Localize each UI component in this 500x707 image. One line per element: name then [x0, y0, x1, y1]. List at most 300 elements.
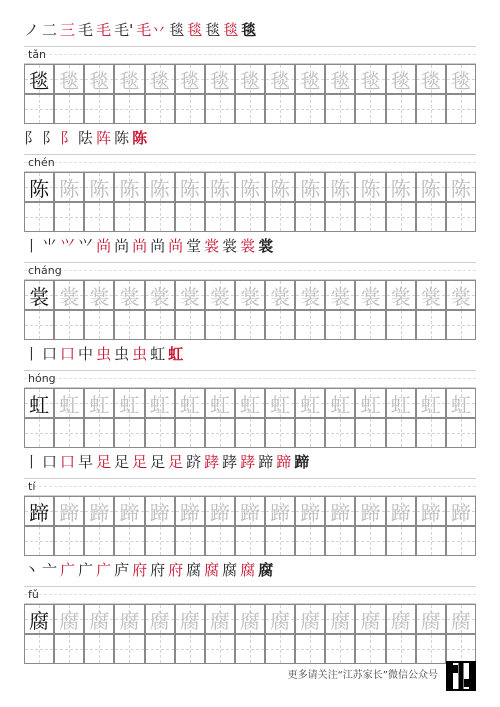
writing-cell[interactable] [295, 496, 325, 526]
writing-cell[interactable] [325, 64, 355, 94]
writing-cell[interactable] [175, 310, 205, 340]
writing-cell[interactable] [114, 418, 144, 448]
tracing-row [24, 280, 476, 310]
stroke-order [24, 558, 276, 582]
trace-character: 腐 [209, 608, 230, 633]
stroke-step: 毯 [205, 21, 221, 39]
stroke-step: 蹄 [258, 453, 274, 471]
writing-cell[interactable] [325, 202, 355, 232]
writing-cell[interactable] [235, 496, 265, 526]
writing-cell[interactable] [386, 310, 416, 340]
writing-cell[interactable] [295, 388, 325, 418]
writing-cell[interactable] [416, 202, 446, 232]
stroke-step: 毛 [96, 21, 112, 39]
stroke-step: 虫 [114, 345, 130, 363]
writing-cell[interactable] [54, 64, 84, 94]
writing-cell[interactable] [175, 388, 205, 418]
writing-cell[interactable] [24, 280, 54, 310]
writing-cell[interactable] [24, 604, 54, 634]
stroke-step: 腐 [222, 561, 238, 579]
writing-cell[interactable] [54, 604, 84, 634]
writing-cell[interactable] [325, 604, 355, 634]
writing-cell[interactable] [145, 526, 175, 556]
stroke-step: 裳 [222, 237, 238, 255]
stroke-step: 毯 [241, 21, 257, 39]
writing-cell[interactable] [205, 310, 235, 340]
writing-cell[interactable] [54, 172, 84, 202]
trace-character: 腐 [119, 608, 140, 633]
character-section [24, 342, 476, 446]
writing-cell[interactable] [114, 526, 144, 556]
writing-cell[interactable] [145, 202, 175, 232]
stroke-step: 裳 [258, 237, 274, 255]
stroke-step: 踍 [222, 453, 238, 471]
stroke-step: 广 [60, 561, 76, 579]
writing-cell[interactable] [84, 64, 114, 94]
stroke-step: 三 [60, 21, 76, 39]
trace-character: 腐 [149, 608, 170, 633]
writing-cell[interactable] [325, 310, 355, 340]
writing-cell[interactable] [175, 634, 205, 664]
writing-cell[interactable] [54, 418, 84, 448]
stroke-step: 尚 [114, 237, 130, 255]
writing-cell[interactable] [54, 388, 84, 418]
writing-cell[interactable] [265, 172, 295, 202]
writing-cell[interactable] [325, 280, 355, 310]
writing-cell[interactable] [84, 634, 114, 664]
writing-cell[interactable] [355, 388, 385, 418]
writing-cell[interactable] [416, 64, 446, 94]
trace-character: 蹄 [300, 500, 321, 525]
writing-cell[interactable] [446, 526, 476, 556]
stroke-step: 庐 [114, 561, 130, 579]
trace-character: 毯 [179, 68, 200, 93]
writing-cell[interactable] [84, 526, 114, 556]
writing-cell[interactable] [446, 202, 476, 232]
writing-cell[interactable] [235, 310, 265, 340]
trace-character: 蹄 [59, 500, 80, 525]
writing-cell[interactable] [265, 418, 295, 448]
writing-cell[interactable] [355, 310, 385, 340]
trace-character: 腐 [179, 608, 200, 633]
writing-cell[interactable] [235, 604, 265, 634]
trace-character: 裳 [270, 284, 291, 309]
writing-cell[interactable] [295, 604, 325, 634]
trace-character: 腐 [59, 608, 80, 633]
writing-cell[interactable] [54, 310, 84, 340]
practice-row [24, 418, 476, 448]
stroke-step: 踍 [240, 453, 256, 471]
trace-character: 毯 [390, 68, 411, 93]
writing-cell[interactable] [175, 418, 205, 448]
stroke-step: 跻 [186, 453, 202, 471]
writing-cell[interactable] [84, 172, 114, 202]
trace-character: 裳 [360, 284, 381, 309]
trace-character: 蹄 [360, 500, 381, 525]
pinyin-guide [24, 46, 476, 64]
writing-cell[interactable] [114, 64, 144, 94]
writing-cell[interactable] [355, 604, 385, 634]
trace-character: 虹 [209, 392, 230, 417]
writing-cell[interactable] [205, 604, 235, 634]
tracing-row [24, 64, 476, 94]
writing-cell[interactable] [446, 280, 476, 310]
writing-cell[interactable] [355, 418, 385, 448]
writing-cell[interactable] [386, 280, 416, 310]
trace-character: 毯 [89, 68, 110, 93]
stroke-order [24, 450, 312, 474]
writing-cell[interactable] [54, 496, 84, 526]
writing-cell[interactable] [265, 496, 295, 526]
writing-cell[interactable] [265, 604, 295, 634]
tracing-row [24, 388, 476, 418]
writing-cell[interactable] [145, 604, 175, 634]
writing-cell[interactable] [24, 496, 54, 526]
writing-cell[interactable] [54, 280, 84, 310]
writing-cell[interactable] [175, 496, 205, 526]
writing-cell[interactable] [265, 64, 295, 94]
stroke-step: 裳 [240, 237, 256, 255]
trace-character: 毯 [59, 68, 80, 93]
writing-cell[interactable] [295, 64, 325, 94]
writing-cell[interactable] [295, 94, 325, 124]
trace-character: 裳 [179, 284, 200, 309]
writing-cell[interactable] [84, 310, 114, 340]
trace-character: 腐 [420, 608, 441, 633]
trace-character: 虹 [119, 392, 140, 417]
writing-cell[interactable] [54, 634, 84, 664]
stroke-order [24, 18, 259, 42]
writing-cell[interactable] [355, 172, 385, 202]
writing-cell[interactable] [175, 604, 205, 634]
writing-cell[interactable] [54, 94, 84, 124]
writing-cell[interactable] [114, 388, 144, 418]
writing-cell[interactable] [54, 526, 84, 556]
stroke-step: 丨 [24, 345, 40, 363]
pinyin-guide [24, 262, 476, 280]
writing-cell[interactable] [386, 526, 416, 556]
writing-cell[interactable] [265, 94, 295, 124]
stroke-step: 口 [42, 345, 58, 363]
writing-cell[interactable] [355, 94, 385, 124]
writing-cell[interactable] [114, 634, 144, 664]
writing-cell[interactable] [114, 94, 144, 124]
writing-cell[interactable] [416, 604, 446, 634]
writing-cell[interactable] [84, 496, 114, 526]
writing-cell[interactable] [114, 310, 144, 340]
writing-cell[interactable] [386, 496, 416, 526]
writing-cell[interactable] [446, 388, 476, 418]
stroke-step: 毯 [223, 21, 239, 39]
stroke-step: 毛' [114, 21, 134, 39]
stroke-order [24, 126, 150, 150]
writing-cell[interactable] [416, 418, 446, 448]
stroke-step: 腐 [240, 561, 256, 579]
stroke-step: 丶 [24, 561, 40, 579]
writing-cell[interactable] [24, 634, 54, 664]
writing-cell[interactable] [355, 280, 385, 310]
writing-cell[interactable] [416, 172, 446, 202]
writing-cell[interactable] [205, 64, 235, 94]
writing-cell[interactable] [386, 388, 416, 418]
writing-cell[interactable] [416, 526, 446, 556]
writing-cell[interactable] [386, 94, 416, 124]
writing-cell[interactable] [114, 496, 144, 526]
writing-cell[interactable] [446, 634, 476, 664]
writing-cell[interactable] [446, 94, 476, 124]
writing-cell[interactable] [54, 202, 84, 232]
writing-cell[interactable] [24, 418, 54, 448]
writing-cell[interactable] [145, 418, 175, 448]
writing-cell[interactable] [235, 418, 265, 448]
writing-cell[interactable] [84, 418, 114, 448]
trace-character: 腐 [270, 608, 291, 633]
writing-cell[interactable] [386, 418, 416, 448]
stroke-step: 腐 [204, 561, 220, 579]
writing-cell[interactable] [24, 388, 54, 418]
model-character: 虹 [29, 392, 50, 417]
writing-cell[interactable] [355, 496, 385, 526]
writing-cell[interactable] [145, 172, 175, 202]
pinyin-guide [24, 586, 476, 604]
writing-cell[interactable] [114, 172, 144, 202]
writing-cell[interactable] [295, 526, 325, 556]
writing-cell[interactable] [386, 64, 416, 94]
writing-cell[interactable] [355, 202, 385, 232]
writing-cell[interactable] [446, 172, 476, 202]
writing-cell[interactable] [446, 310, 476, 340]
writing-cell[interactable] [416, 94, 446, 124]
writing-cell[interactable] [145, 280, 175, 310]
writing-cell[interactable] [325, 388, 355, 418]
pinyin-guide [24, 154, 476, 172]
writing-cell[interactable] [416, 310, 446, 340]
writing-cell[interactable] [205, 418, 235, 448]
stroke-step: 二 [42, 21, 58, 39]
writing-cell[interactable] [325, 526, 355, 556]
trace-character: 毯 [119, 68, 140, 93]
trace-character: 裳 [239, 284, 260, 309]
trace-character: 虹 [390, 392, 411, 417]
writing-cell[interactable] [114, 604, 144, 634]
character-section [24, 450, 476, 554]
stroke-step: 亠 [42, 561, 58, 579]
writing-cell[interactable] [84, 280, 114, 310]
stroke-step: 口 [42, 453, 58, 471]
stroke-step: 早 [78, 453, 94, 471]
writing-cell[interactable] [325, 94, 355, 124]
writing-cell[interactable] [175, 94, 205, 124]
trace-character: 陈 [119, 176, 140, 201]
writing-cell[interactable] [205, 526, 235, 556]
writing-cell[interactable] [24, 172, 54, 202]
stroke-step: ⻖ [24, 129, 40, 147]
writing-cell[interactable] [114, 202, 144, 232]
writing-cell[interactable] [235, 526, 265, 556]
writing-cell[interactable] [416, 634, 446, 664]
writing-cell[interactable] [355, 64, 385, 94]
writing-cell[interactable] [175, 280, 205, 310]
practice-row [24, 310, 476, 340]
trace-character: 陈 [420, 176, 441, 201]
writing-cell[interactable] [24, 94, 54, 124]
writing-cell[interactable] [145, 64, 175, 94]
writing-cell[interactable] [145, 388, 175, 418]
writing-cell[interactable] [114, 280, 144, 310]
writing-cell[interactable] [145, 94, 175, 124]
writing-cell[interactable] [235, 172, 265, 202]
writing-cell[interactable] [265, 634, 295, 664]
model-character: 蹄 [29, 500, 50, 525]
writing-cell[interactable] [24, 64, 54, 94]
writing-cell[interactable] [205, 172, 235, 202]
writing-cell[interactable] [295, 634, 325, 664]
writing-cell[interactable] [235, 202, 265, 232]
writing-cell[interactable] [355, 526, 385, 556]
writing-cell[interactable] [446, 64, 476, 94]
writing-cell[interactable] [84, 604, 114, 634]
trace-character: 裳 [59, 284, 80, 309]
writing-cell[interactable] [145, 310, 175, 340]
pinyin-label: fǔ [28, 588, 39, 601]
writing-cell[interactable] [205, 496, 235, 526]
writing-cell[interactable] [416, 388, 446, 418]
writing-cell[interactable] [24, 526, 54, 556]
trace-character: 虹 [89, 392, 110, 417]
stroke-order [24, 234, 276, 258]
stroke-step: 广 [96, 561, 112, 579]
writing-cell[interactable] [175, 202, 205, 232]
trace-character: 陈 [149, 176, 170, 201]
writing-cell[interactable] [295, 172, 325, 202]
trace-character: 陈 [330, 176, 351, 201]
pinyin-label: tǎn [28, 48, 47, 61]
writing-cell[interactable] [295, 280, 325, 310]
stroke-step: 足 [132, 453, 148, 471]
writing-cell[interactable] [265, 388, 295, 418]
writing-cell[interactable] [145, 634, 175, 664]
character-section [24, 18, 476, 122]
practice-row [24, 94, 476, 124]
writing-cell[interactable] [446, 604, 476, 634]
writing-cell[interactable] [235, 388, 265, 418]
writing-cell[interactable] [175, 526, 205, 556]
stroke-step: 虫 [96, 345, 112, 363]
trace-character: 蹄 [149, 500, 170, 525]
trace-character: 蹄 [270, 500, 291, 525]
writing-cell[interactable] [205, 202, 235, 232]
trace-character: 陈 [179, 176, 200, 201]
stroke-step: 陈 [114, 129, 130, 147]
stroke-step: 蹄 [276, 453, 292, 471]
character-section [24, 126, 476, 230]
writing-cell[interactable] [265, 526, 295, 556]
writing-cell[interactable] [295, 310, 325, 340]
trace-character: 虹 [59, 392, 80, 417]
writing-cell[interactable] [386, 604, 416, 634]
trace-character: 陈 [300, 176, 321, 201]
stroke-step: 虫 [132, 345, 148, 363]
writing-cell[interactable] [265, 310, 295, 340]
footer-text: 更多请关注“江苏家长”微信公众号 [287, 670, 438, 681]
writing-cell[interactable] [24, 310, 54, 340]
writing-cell[interactable] [265, 280, 295, 310]
writing-cell[interactable] [205, 94, 235, 124]
character-section [24, 234, 476, 338]
character-section [24, 558, 476, 662]
trace-character: 蹄 [239, 500, 260, 525]
writing-cell[interactable] [325, 496, 355, 526]
trace-character: 腐 [89, 608, 110, 633]
writing-cell[interactable] [175, 64, 205, 94]
trace-character: 蹄 [119, 500, 140, 525]
writing-cell[interactable] [235, 634, 265, 664]
trace-character: 毯 [239, 68, 260, 93]
writing-cell[interactable] [386, 172, 416, 202]
writing-cell[interactable] [205, 280, 235, 310]
writing-cell[interactable] [84, 94, 114, 124]
stroke-step: 尚 [96, 237, 112, 255]
writing-cell[interactable] [386, 634, 416, 664]
stroke-step: 毯 [187, 21, 203, 39]
writing-cell[interactable] [24, 202, 54, 232]
stroke-step: 阹 [78, 129, 94, 147]
trace-character: 裳 [420, 284, 441, 309]
trace-character: 裳 [119, 284, 140, 309]
writing-cell[interactable] [205, 388, 235, 418]
stroke-step: 府 [132, 561, 148, 579]
pinyin-label: hóng [28, 372, 56, 385]
writing-cell[interactable] [265, 202, 295, 232]
writing-cell[interactable] [416, 280, 446, 310]
writing-cell[interactable] [325, 172, 355, 202]
trace-character: 毯 [330, 68, 351, 93]
trace-character: 蹄 [330, 500, 351, 525]
writing-cell[interactable] [355, 634, 385, 664]
trace-character: 虹 [330, 392, 351, 417]
writing-cell[interactable] [386, 202, 416, 232]
writing-cell[interactable] [84, 388, 114, 418]
writing-cell[interactable] [416, 496, 446, 526]
trace-character: 毯 [149, 68, 170, 93]
writing-cell[interactable] [295, 418, 325, 448]
tracing-row [24, 604, 476, 634]
writing-cell[interactable] [84, 202, 114, 232]
writing-cell[interactable] [235, 94, 265, 124]
writing-cell[interactable] [295, 202, 325, 232]
writing-cell[interactable] [446, 496, 476, 526]
writing-cell[interactable] [446, 418, 476, 448]
trace-character: 陈 [270, 176, 291, 201]
pinyin-label: chén [28, 156, 55, 169]
writing-cell[interactable] [325, 634, 355, 664]
model-character: 陈 [29, 176, 50, 201]
stroke-step: 尚 [132, 237, 148, 255]
writing-cell[interactable] [205, 634, 235, 664]
pinyin-guide [24, 478, 476, 496]
trace-character: 虹 [239, 392, 260, 417]
pinyin-label: cháng [28, 264, 62, 277]
writing-cell[interactable] [235, 280, 265, 310]
writing-cell[interactable] [145, 496, 175, 526]
stroke-step: 丨 [24, 237, 40, 255]
writing-cell[interactable] [235, 64, 265, 94]
model-character: 毯 [29, 68, 50, 93]
trace-character: 裳 [450, 284, 471, 309]
stroke-step: 毛 [78, 21, 94, 39]
writing-cell[interactable] [325, 418, 355, 448]
writing-cell[interactable] [175, 172, 205, 202]
